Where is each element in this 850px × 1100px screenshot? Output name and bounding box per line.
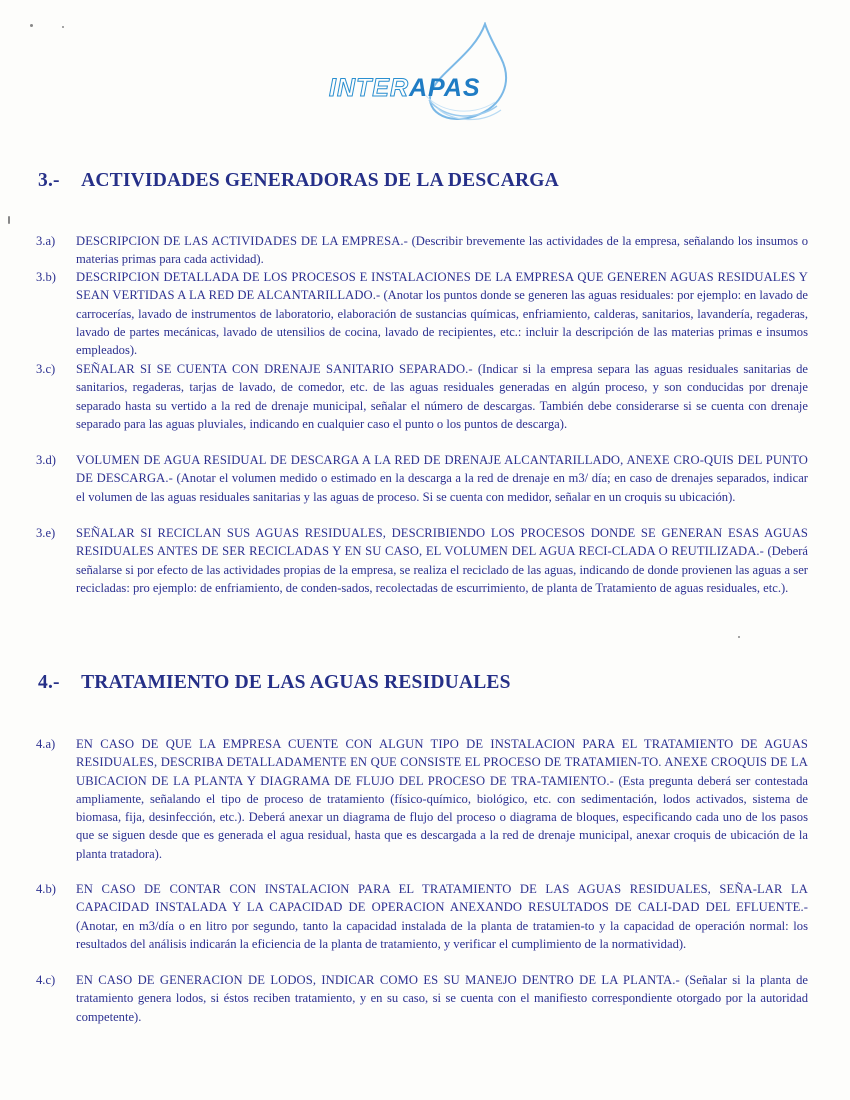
- water-drop-icon: [325, 22, 525, 122]
- item-label: 3.b): [36, 270, 56, 284]
- section-heading: ACTIVIDADES GENERADORAS DE LA DESCARGA: [81, 170, 559, 191]
- item-heading: DESCRIPCION DE LAS ACTIVIDADES DE LA EMPRESA.-: [76, 234, 408, 248]
- item-heading: VOLUMEN DE AGUA RESIDUAL DE DESCARGA A LA RED DE DRENAJE ALCANTARILLADO, ANEXE CRO-QUIS DEL PUNTO DE DESCARGA.-: [76, 453, 808, 486]
- item-label: 3.e): [36, 526, 56, 540]
- section-3-title: [38, 170, 559, 192]
- scan-speck: [8, 216, 10, 224]
- item-heading: SEÑALAR SI RECICLAN SUS AGUAS RESIDUALES, DESCRIBIENDO LOS PROCESOS DONDE SE GENERAN ESAS AGUAS RESIDUALES ANTES DE SER RECICLADAS Y EN SU CASO, EL VOLUMEN DEL AGUA RECI-CLADA O REUTILIZADA.-: [76, 526, 808, 559]
- item-text: (Anotar el volumen medido o estimado en la descarga a la red de drenaje en m3/ día; en caso de drenajes separados, indicar el volumen de las aguas residuales sanitarias y las aguas de proceso. Si se cuenta con medidor, señalar en un croquis su ubicación).: [76, 471, 808, 504]
- item-3a: [36, 232, 808, 269]
- logo-text-inter: INTER: [329, 74, 409, 102]
- item-heading: EN CASO DE GENERACION DE LODOS, INDICAR COMO ES SU MANEJO DENTRO DE LA PLANTA.-: [76, 973, 680, 987]
- section-heading: TRATAMIENTO DE LAS AGUAS RESIDUALES: [81, 672, 511, 693]
- item-heading: SEÑALAR SI SE CUENTA CON DRENAJE SANITARIO SEPARADO.-: [76, 362, 473, 376]
- item-label: 3.a): [36, 234, 56, 248]
- item-3b: [36, 268, 808, 359]
- item-3e: [36, 524, 808, 597]
- item-3d: [36, 451, 808, 506]
- item-text: (Describir brevemente las actividades de la empresa, señalando los insumos o materias primas para cada actividad).: [76, 234, 808, 267]
- item-text: (Esta pregunta deberá ser contestada ampliamente, señalando el tipo de proceso de tratamiento (físico-químico, biológico, etc. con sedimentación, lodos activados, sistema de biomasa, fija, desinfección, etc.). Deberá anexar un diagrama de flujo del proceso o diagrama de bloques, especificando cada uno de los pasos que se siguen desde que es generada el agua residual, hasta que es descargada a la red de drenaje municipal, anexar croquis de ubicación de la planta tratadora).: [76, 773, 808, 861]
- item-label: 4.a): [36, 737, 56, 751]
- item-text: (Anotar, en m3/día o en litro por segundo, tanto la capacidad instalada de la planta de tratamien-to y la capacidad de operación normal: los resultados del análisis indicarán la eficiencia de la planta de tratamiento, y verificar el cumplimiento de la normatividad).: [76, 918, 808, 951]
- item-heading: DESCRIPCION DETALLADA DE LOS PROCESOS E INSTALACIONES DE LA EMPRESA QUE GENEREN AGUAS RESIDUALES Y SEAN VERTIDAS A LA RED DE ALCANTARILLADO.-: [76, 270, 808, 303]
- section-number: 4.-: [38, 672, 60, 693]
- scan-speck: [62, 26, 64, 28]
- logo-text-apas: APAS: [409, 74, 481, 102]
- item-heading: EN CASO DE CONTAR CON INSTALACION PARA EL TRATAMIENTO DE LAS AGUAS RESIDUALES, SEÑA-LAR LA CAPACIDAD INSTALADA Y LA CAPACIDAD DE OPERACION ANEXANDO RESULTADOS DE CALI-DAD DEL EFLUENTE.-: [76, 882, 808, 915]
- interapas-logo: [325, 22, 525, 122]
- item-text: (Anotar los puntos donde se generen las aguas residuales: por ejemplo: en lavado de carrocerías, lavado de instrumentos de laboratorio, elaboración de sustancias químicas, enfriamiento, calderas, sanitarios, lavandería, regaderas, lavado de partes mecánicas, lavado de utensilios de cocina, lavado de recipientes, etc.: incluir la descripción de las materias primas e insumos empleados).: [76, 288, 808, 358]
- item-label: 4.b): [36, 882, 56, 896]
- item-label: 3.c): [36, 362, 56, 376]
- item-4b: [36, 880, 808, 953]
- section-4-title: [38, 672, 511, 694]
- item-text: (Deberá señalarse si por efecto de las actividades propias de la empresa, se realiza el reciclado de las aguas, indicando de donde provienen las aguas a ser recicladas: pro ejemplo: de enfriamiento, de conden-sados, recolectadas de escurrimiento, de planta de Tratamiento de aguas residuales, etc.).: [76, 544, 809, 595]
- scan-speck: [30, 24, 33, 27]
- section-number: 3.-: [38, 170, 60, 191]
- item-4a: [36, 735, 808, 863]
- item-4c: [36, 971, 808, 1026]
- item-3c: [36, 360, 808, 433]
- item-label: 3.d): [36, 453, 56, 467]
- scan-speck: [738, 636, 740, 638]
- item-text: (Señalar si la planta de tratamiento genera lodos, si éstos reciben tratamiento, y en su caso, si se cuenta con el manifiesto correspondiente otorgado por la autoridad competente).: [76, 973, 808, 1024]
- item-text: (Indicar si la empresa separa las aguas residuales sanitarias de sanitarios, regaderas, tarjas de lavado, de comedor, etc. de las aguas residuales generadas en algún proceso, y son conducidas por drenaje separado hasta su vertido a la red de drenaje municipal, señalar el número de descargas. También debe considerarse si se cuenta con drenaje separado para las aguas pluviales, indicando en cualquier caso el punto o los puntos de descarga).: [76, 362, 808, 431]
- item-label: 4.c): [36, 973, 56, 987]
- item-heading: EN CASO DE QUE LA EMPRESA CUENTE CON ALGUN TIPO DE INSTALACION PARA EL TRATAMIENTO DE AGUAS RESIDUALES, DESCRIBA DETALLADAMENTE EN QUE CONSISTE EL PROCESO DE TRATAMIEN-TO. ANEXE CROQUIS DE LA UBICACION DE LA PLANTA Y DIAGRAMA DE FLUJO DEL PROCESO DE TRA-TAMIENTO.-: [76, 737, 808, 788]
